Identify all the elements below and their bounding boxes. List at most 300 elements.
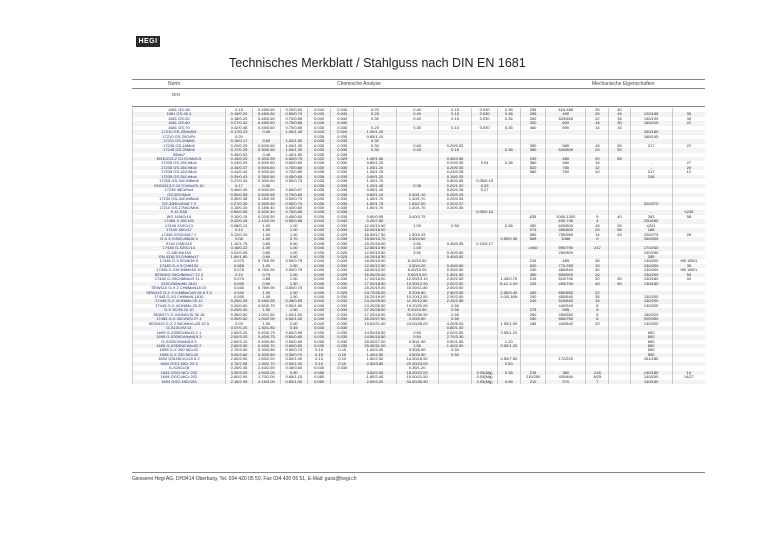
table-cell: 360: [520, 161, 545, 165]
table-cell: 1.00: [280, 246, 307, 250]
table-cell: 0.50/1.20: [497, 344, 520, 348]
table-cell: 3.50: [396, 251, 438, 255]
table-cell: 0.035: [331, 206, 354, 210]
table-cell: 0.030: [472, 126, 497, 130]
table-cell: 0.90/1.20: [354, 175, 396, 179]
table-cell: 0.040: [307, 268, 330, 272]
table-cell: 0.040: [307, 219, 330, 223]
table-cell: 0.10/0.17: [472, 242, 497, 246]
table-cell: 8: [586, 304, 609, 308]
table-cell: 0.80: [253, 251, 280, 255]
table-cell: 0.040: [307, 304, 330, 308]
table-cell: 0.05(Mg): [472, 375, 497, 379]
table-cell: 7: [586, 380, 609, 384]
material-name-cell: 9 10 SA5: [133, 210, 226, 214]
table-cell: 217: [630, 170, 672, 174]
material-name-cell: 17210 GS-17NiCrMo6: [133, 206, 226, 210]
table-cell: 130/200: [630, 273, 672, 277]
table-cell: 350: [520, 144, 545, 148]
table-cell: 0.50: [396, 335, 438, 339]
material-name-cell: EN 4316 X1CrNiMo17: [133, 255, 226, 259]
table-cell: 1.00/2.00: [253, 317, 280, 321]
table-cell: 320/370: [630, 202, 672, 206]
table-cell: 200/260: [630, 219, 672, 223]
table-cell: 1050-1300: [546, 215, 586, 219]
table-cell: 130/200: [630, 295, 672, 299]
table-cell: 0.15: [331, 353, 354, 357]
material-name-cell: 17211 GS-20Mn5: [133, 139, 226, 143]
table-cell: 0.030: [331, 340, 354, 344]
table-cell: 12.00/12.50: [354, 264, 396, 268]
table-cell: 0.035: [331, 193, 354, 197]
table-cell: 1.50: [280, 264, 307, 268]
table-cell: 3.50/4.60: [396, 237, 438, 241]
table-cell: 1.00: [253, 224, 280, 228]
table-cell: 0.030: [331, 295, 354, 299]
table-cell: 1.00: [396, 224, 438, 228]
material-name-cell: 17445 G-X20Cr14: [133, 246, 226, 250]
table-cell: 0.50/0.60: [253, 188, 280, 192]
table-cell: 34.50/35.50: [396, 380, 438, 384]
table-cell: 290: [520, 157, 545, 161]
table-cell: 1.00: [253, 233, 280, 237]
material-name-cell: 17445 G-X 4CrNiMo 25 20: [133, 304, 226, 308]
table-cell: 0.20/0.02: [438, 144, 472, 148]
material-name-cell: G-X5CrNi134: [133, 251, 226, 255]
material-name-cell: 1681 GS-52: [133, 117, 226, 121]
table-cell: 0.50/1.00: [280, 362, 307, 366]
table-cell: 1.50/2.20: [253, 357, 280, 361]
table-cell: 10.00/11.80: [396, 286, 438, 290]
table-cell: 0.030: [472, 108, 497, 112]
table-cell: 0.38: [497, 161, 520, 165]
table-cell: 0.20/0.30: [438, 161, 472, 165]
header-rule-bottom: [132, 106, 705, 107]
table-cell: 45: [609, 233, 630, 237]
table-cell: 30: [586, 268, 609, 272]
table-cell: 30: [672, 117, 705, 121]
table-cell: 0.70/0.85: [280, 126, 307, 130]
table-cell: 25: [586, 112, 609, 116]
table-cell: 130/180: [630, 282, 672, 286]
material-name-cell: 17245 48CrMo4: [133, 188, 226, 192]
table-cell: 0.50: [438, 224, 472, 228]
table-cell: 2.60/2.90: [225, 357, 252, 361]
table-cell: 185: [630, 228, 672, 232]
table-cell: 0.60/0.97: [280, 188, 307, 192]
table-cell: 18: [586, 224, 609, 228]
table-cell: 0.60/0.80: [280, 161, 307, 165]
table-cell: 1.50: [280, 277, 307, 281]
table-cell: 34: [672, 277, 705, 281]
table-cell: 0.45/0.60: [253, 108, 280, 112]
table-cell: 0.30: [354, 117, 396, 121]
table-cell: 0.040: [307, 282, 330, 286]
table-cell: 130/200: [630, 322, 672, 326]
table-cell: 0.040: [307, 308, 330, 312]
table-cell: 0.45/0.55: [253, 299, 280, 303]
table-cell: 240/290: [630, 251, 672, 255]
table-cell: 0.025: [331, 233, 354, 237]
table-cell: 1.50/3.00: [253, 371, 280, 375]
table-cell: 0.36: [497, 148, 520, 152]
table-cell: 1.00: [280, 233, 307, 237]
table-cell: 9: [586, 215, 609, 219]
table-cell: 2.70/3.00: [225, 348, 252, 352]
table-cell: 0.15/0.20: [225, 206, 252, 210]
table-cell: 0.10: [225, 273, 252, 277]
company-logo: HEGI: [136, 36, 160, 47]
table-cell: 210/250: [520, 375, 545, 379]
table-cell: 0.15/0.17: [225, 139, 252, 143]
table-cell: 0.035: [307, 255, 330, 259]
table-cell: 0.040: [307, 224, 330, 228]
table-cell: 0.50: [396, 242, 438, 246]
table-cell: 0.035: [331, 215, 354, 219]
table-cell: -: [630, 166, 672, 170]
table-cell: 0.60/0.95: [354, 215, 396, 219]
table-cell: 17.00/18.50: [354, 282, 396, 286]
table-cell: 140/180: [630, 380, 672, 384]
table-cell: 0.020: [331, 130, 354, 134]
material-name-cell: 1694 GGG-NiCr 202: [133, 375, 226, 379]
table-cell: 520: [520, 264, 545, 268]
material-name-cell: 17445 G-X5CrNiMo19 11 2: [133, 277, 226, 281]
table-cell: 0.48: [253, 153, 280, 157]
table-cell: 0.20/0.50: [253, 215, 280, 219]
material-name-cell: 1681 GS-60: [133, 121, 226, 125]
table-cell: 27: [672, 161, 705, 165]
table-cell: 130/200: [630, 304, 672, 308]
table-cell: 24.20/26.50: [354, 304, 396, 308]
table-cell: 0.030: [331, 322, 354, 326]
table-cell: [672, 380, 705, 384]
table-cell: 0.60: [253, 139, 280, 143]
table-cell: 370: [546, 380, 586, 384]
table-cell: 1.50/1.00: [497, 322, 520, 326]
table-cell: 0.30/0.80: [253, 348, 280, 352]
table-cell: 16: [586, 161, 609, 165]
table-cell: 460: [520, 126, 545, 130]
table-cell: 40: [609, 215, 630, 219]
table-cell: 0.50: [438, 348, 472, 352]
table-cell: 0.50: [497, 362, 520, 366]
table-cell: 0.15: [438, 112, 472, 116]
table-cell: 1.00/1.50: [253, 313, 280, 317]
table-cell: 14: [586, 126, 609, 130]
table-cell: 35: [586, 259, 609, 263]
material-name-cell: 1694 GGG-NiCr153: [133, 380, 226, 384]
material-name-cell: 17230 GS-34CrNiMo6: [133, 197, 226, 201]
table-cell: 0.040: [307, 322, 330, 326]
table-cell: 0.040: [307, 299, 330, 303]
table-cell: 275: [520, 308, 545, 312]
table-cell: 255: [520, 112, 545, 116]
table-cell: 0.45/0.60: [253, 112, 280, 116]
table-cell: 0.58: [497, 380, 520, 384]
table-cell: 217: [630, 144, 672, 148]
table-cell: 0.50: [438, 304, 472, 308]
table-cell: 0.15/0.20: [225, 112, 252, 116]
table-cell: 595: [546, 308, 586, 312]
table-cell: 0.34/0.37: [225, 166, 252, 170]
table-cell: ≤235: [672, 210, 705, 214]
table-cell: 0.50/0.55: [225, 193, 252, 197]
table-cell: 3.50/5.50: [396, 353, 438, 357]
table-cell: 130/200: [630, 299, 672, 303]
table-cell: 0.20/0.25: [225, 144, 252, 148]
table-cell: 1.40/2.50: [438, 344, 472, 348]
table-row: [133, 380, 706, 384]
table-cell: 0.035: [331, 139, 354, 143]
table-cell: [331, 380, 354, 384]
table-cell: 0.20/0.60: [225, 304, 252, 308]
table-cell: 2.70/3.30: [438, 335, 472, 339]
norm-header: Norm: [168, 81, 181, 87]
table-cell: 0.02/0.05: [225, 251, 252, 255]
table-cell: 0.035: [307, 184, 330, 188]
table-cell: 14.00/16.50: [396, 357, 438, 361]
table-cell: 590/790: [546, 246, 586, 250]
material-name-cell: WS 14NiCr14: [133, 215, 226, 219]
table-cell: 380: [520, 148, 545, 152]
material-name-cell: SEW471 G-X40NiCrSi 36 18: [133, 313, 226, 317]
table-cell: 1.50: [396, 344, 438, 348]
table-cell: 0.46/0.49: [225, 188, 252, 192]
table-cell: 0.15: [225, 108, 252, 112]
table-cell: 2.60/3.20: [225, 331, 252, 335]
table-cell: 0.15/0.25: [438, 175, 472, 179]
table-cell: 0.50/0.75: [280, 179, 307, 183]
table-cell: 55: [609, 144, 630, 148]
table-cell: 22: [672, 144, 705, 148]
table-cell: 0.04: [472, 161, 497, 165]
table-cell: 283: [630, 215, 672, 219]
table-cell: ≤241: [630, 224, 672, 228]
table-cell: 2.00: [280, 322, 307, 326]
table-cell: 0.45/0.60: [253, 126, 280, 130]
table-cell: 0.30: [396, 126, 438, 130]
table-cell: 0.03: [225, 322, 252, 326]
material-name-cell: G-X 3CrNi 20 10: [133, 308, 226, 312]
table-cell: [609, 380, 630, 384]
table-cell: 185: [520, 322, 545, 326]
table-cell: 24.00/26.00: [396, 322, 438, 326]
footer-contact: Giesserei Hegi AG, DH3414 Oberburg, Tel. 034 420 05 50, Fax 034 420 05 51, E-Mail: guss@hegi.ch: [132, 476, 357, 482]
table-cell: 0.30/0.50: [225, 317, 252, 321]
table-cell: 0.030: [331, 264, 354, 268]
table-cell: 16.20/19.00: [354, 295, 396, 299]
material-name-cell: 17445 G-X 5CrNi18 9: [133, 259, 226, 263]
table-cell: 16.00/18.00: [354, 228, 396, 232]
table-cell: 1.70/2.00: [253, 375, 280, 379]
table-cell: 0.040: [307, 259, 330, 263]
table-cell: 2.60/3.20: [225, 335, 252, 339]
table-cell: 250: [520, 317, 545, 321]
table-cell: 1.00: [253, 322, 280, 326]
table-cell: 1.40/1.70: [354, 197, 396, 201]
table-cell: ≥18: [586, 371, 609, 375]
table-cell: 0.20/0.28: [438, 188, 472, 192]
table-cell: 0.040: [307, 286, 330, 290]
table-cell: 0.045: [307, 242, 330, 246]
material-name-cell: 17245 GS-16Mn5: [133, 144, 226, 148]
table-cell: 1085: [546, 237, 586, 241]
table-cell: 0.42/0.48: [225, 126, 252, 130]
table-cell: 1.00/1.20: [354, 130, 396, 134]
table-cell: 151/180: [630, 357, 672, 361]
table-cell: 1.45/0.70: [497, 277, 520, 281]
table-cell: 0.39/0.43: [225, 175, 252, 179]
table-cell: 25: [586, 108, 609, 112]
table-cell: 0.035: [307, 237, 330, 241]
material-name-cell: 17445 X10Cr13: [133, 224, 226, 228]
table-cell: 0.36: [497, 112, 520, 116]
table-cell: 20: [586, 148, 609, 152]
table-cell: 0.50/0.70: [280, 197, 307, 201]
table-cell: 0.30: [354, 139, 396, 143]
table-cell: 20.00/24.00: [396, 362, 438, 366]
table-cell: 0.035: [331, 237, 354, 241]
table-cell: 0.05/0.15: [472, 179, 497, 183]
table-cell: 4.00/5.50: [396, 317, 438, 321]
material-name-cell: 17445 X20CrNi17 2: [133, 233, 226, 237]
header-rule-mid: [132, 88, 705, 89]
table-cell: 650/850: [546, 291, 586, 295]
table-cell: 620/800: [546, 224, 586, 228]
table-cell: 14.50/16.50: [354, 331, 396, 335]
table-cell: 665: [520, 237, 545, 241]
table-cell: 0.50/0.60: [253, 161, 280, 165]
table-cell: 0.50/0.60: [253, 170, 280, 174]
table-cell: 0.040: [331, 117, 354, 121]
table-cell: 0.035: [331, 184, 354, 188]
footer-rule: [132, 472, 705, 473]
table-cell: 0.040: [307, 117, 330, 121]
table-cell: 2.50/3.40: [497, 291, 520, 295]
table-cell: 0.075: [225, 268, 252, 272]
table-cell: 0.12/0.20: [225, 233, 252, 237]
table-cell: 0.030: [472, 112, 497, 116]
material-name-cell: 17210 GS-20Mn5/5: [133, 130, 226, 134]
table-cell: 0.030: [331, 313, 354, 317]
composition-table: [132, 108, 705, 384]
table-cell: 0.30/0.80: [253, 353, 280, 357]
material-name-cell: 17205 GS-35CrMo4: [133, 166, 226, 170]
material-name-cell: 1681 GS-38: [133, 108, 226, 112]
table-cell: 0.45/0.52: [225, 153, 252, 157]
table-cell: 450/550: [546, 313, 586, 317]
table-cell: 0.40/1.10: [396, 193, 438, 197]
table-cell: 50: [672, 273, 705, 277]
table-cell: 0.29: [472, 184, 497, 188]
table-cell: 0.70/0.85: [280, 170, 307, 174]
table-cell: 450/600: [546, 228, 586, 232]
table-cell: 0.24/0.29: [225, 161, 252, 165]
table-cell: 18.00/22.00: [396, 371, 438, 375]
table-cell: 14: [586, 233, 609, 237]
table-cell: 0.035: [307, 206, 330, 210]
table-cell: 1.00/1.40: [280, 130, 307, 134]
table-cell: 0.50/0.35: [497, 237, 520, 241]
table-cell: 485: [546, 259, 586, 263]
table-cell: 0.70/0.80: [280, 193, 307, 197]
material-name-cell: SEW410 X5CrNiMo17 12 2: [133, 273, 226, 277]
table-cell: 0.80/1.20: [354, 161, 396, 165]
material-name-cell: SEW410 G-X 3 CrNiMoCuN 26 6 3 3: [133, 291, 226, 295]
table-cell: 0.20/0.30: [438, 166, 472, 170]
table-cell: 0.035: [307, 215, 330, 219]
material-name-cell: G-X300CrMoNi15 3: [133, 340, 226, 344]
table-cell: 26.20/27.50: [354, 317, 396, 321]
table-cell: 0.030: [331, 366, 354, 370]
table-cell: 0.18/0.22: [225, 246, 252, 250]
table-cell: 0.035: [307, 135, 330, 139]
table-cell: 0.030: [331, 277, 354, 281]
table-cell: 0.45/0.55: [438, 157, 472, 161]
table-cell: 1.65/2.00: [396, 202, 438, 206]
table-cell: 0.030: [331, 268, 354, 272]
table-cell: 750: [546, 166, 586, 170]
table-cell: 22: [672, 121, 705, 125]
table-cell: 0.040: [307, 317, 330, 321]
material-name-cell: 1694 GGG-NiCr 202: [133, 371, 226, 375]
table-cell: 25.00/31.00: [354, 344, 396, 348]
table-cell: 515/640: [546, 299, 586, 303]
table-cell: 200/300: [630, 317, 672, 321]
table-cell: 0.32/0.37: [438, 202, 472, 206]
table-cell: 2.60/3.10: [225, 340, 252, 344]
table-cell: 0.45/0.55: [438, 242, 472, 246]
table-cell: 19.00/21.50: [396, 375, 438, 379]
table-cell: 17.00/18.00: [354, 277, 396, 281]
table-cell: 4.20/5.00: [438, 322, 472, 326]
table-cell: 0.45/0.55: [280, 299, 307, 303]
table-cell: 1.00/1.50: [280, 313, 307, 317]
table-cell: 0.030: [331, 246, 354, 250]
table-cell: 0.41/0.44: [225, 170, 252, 174]
table-cell: 24.20/25.50: [354, 299, 396, 303]
table-cell: 0.50/1.00: [280, 317, 307, 321]
table-cell: 0.75/0.85: [280, 121, 307, 125]
table-cell: 1.00: [280, 228, 307, 232]
table-cell: 0.035: [307, 251, 330, 255]
table-cell: 1.30/1.50: [438, 273, 472, 277]
table-cell: 0.030: [331, 308, 354, 312]
table-cell: ≥12: [586, 246, 609, 250]
table-cell: 12.50/13.90: [354, 246, 396, 250]
table-cell: 5.20/6.80: [396, 291, 438, 295]
table-cell: 240: [520, 299, 545, 303]
table-cell: 415-485: [546, 108, 586, 112]
table-cell: 1.00: [253, 291, 280, 295]
table-cell: 0.12: [225, 228, 252, 232]
table-cell: 0.40/0.80: [253, 340, 280, 344]
table-cell: 0.25/0.25: [225, 299, 252, 303]
table-cell: 4: [586, 219, 609, 223]
table-cell: 0.035: [331, 202, 354, 206]
table-cell: 0.75/0.85: [280, 166, 307, 170]
table-cell: 440/540: [546, 304, 586, 308]
table-cell: 0.030: [331, 259, 354, 263]
table-cell: 0.45/0.65: [280, 366, 307, 370]
table-cell: 650: [630, 335, 672, 339]
table-cell: 0.75: [253, 273, 280, 277]
table-cell: 18: [586, 121, 609, 125]
table-cell: 12.00/13.50: [354, 224, 396, 228]
table-cell: 260/400: [630, 237, 672, 241]
table-cell: 580: [546, 144, 586, 148]
